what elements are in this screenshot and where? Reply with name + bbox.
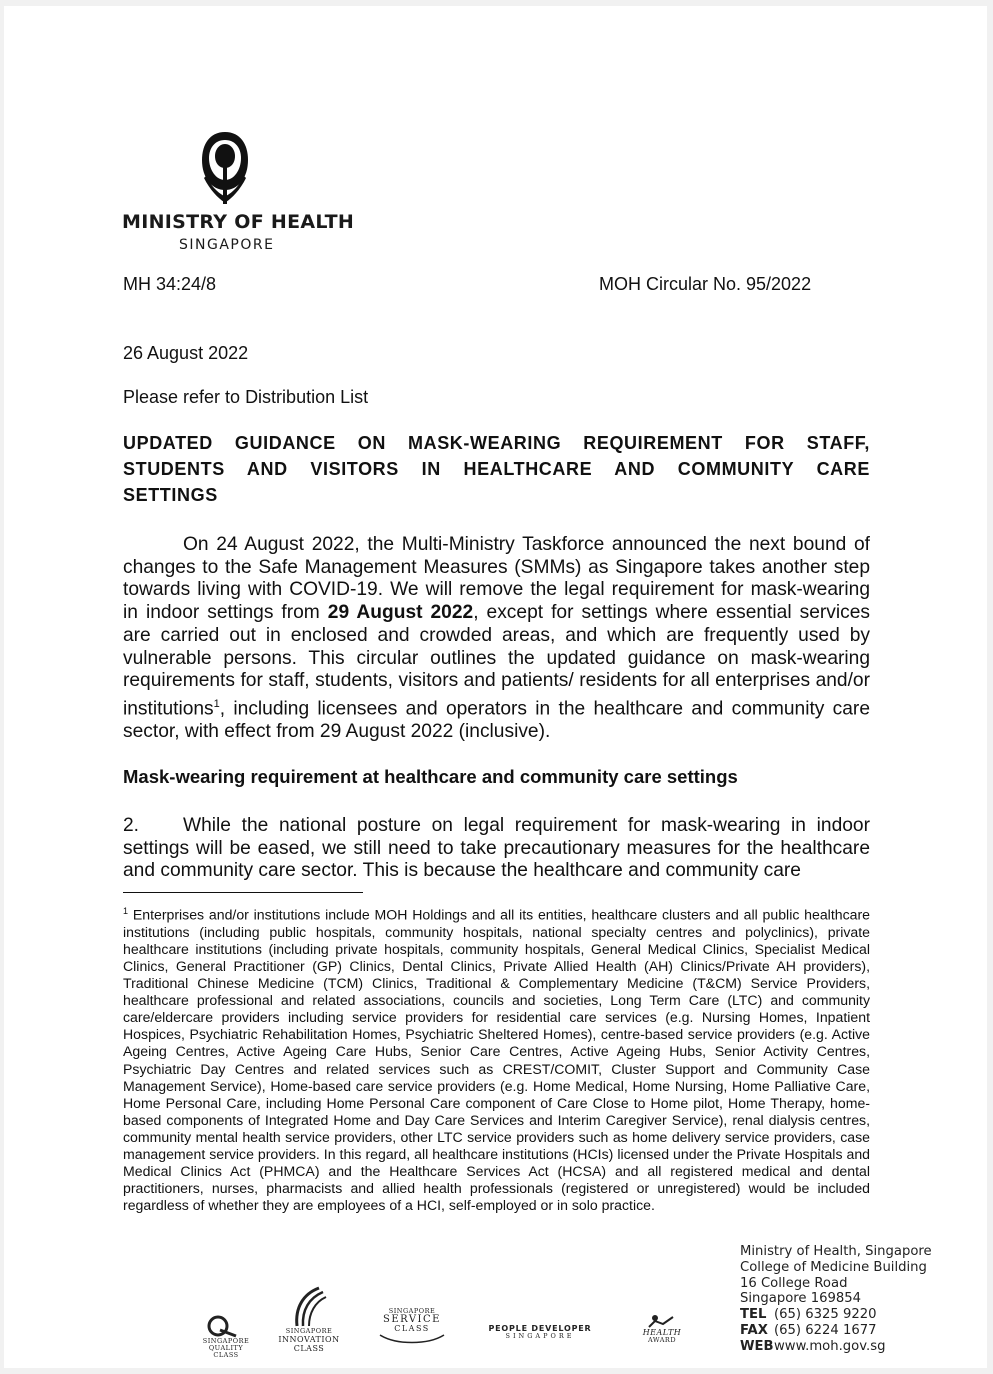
address-tel xyxy=(740,1307,932,1323)
title-line: UPDATED GUIDANCE ON MASK-WEARING REQUIREMENT FOR STAFF, xyxy=(123,433,870,453)
service-class-line3: CLASS xyxy=(394,1324,430,1333)
footer-address xyxy=(740,1244,932,1355)
paragraph-1-bold-date: 29 August 2022 xyxy=(327,602,474,624)
paragraph-1-text-end: , including licensees and operators in the healthcare and community care sector, with effect from 29 August 2022 (inclusive). xyxy=(123,698,870,743)
health-award-line2: AWARD xyxy=(647,1336,677,1344)
people-developer-line2: SINGAPORE xyxy=(505,1332,575,1340)
innovation-class-line3: CLASS xyxy=(293,1344,325,1353)
health-award-figure-icon xyxy=(647,1314,677,1328)
paragraph-2 xyxy=(123,815,870,883)
service-class-line2: SERVICE xyxy=(383,1314,441,1325)
title-line: STUDENTS AND VISITORS IN HEALTHCARE AND COMMUNITY CARE xyxy=(123,459,870,479)
service-class-logo xyxy=(376,1308,448,1345)
tel-value: (65) 6325 9220 xyxy=(774,1307,877,1323)
tel-label: TEL xyxy=(740,1307,767,1323)
address-name: Ministry of Health, Singapore xyxy=(740,1244,932,1259)
health-award-logo xyxy=(632,1314,692,1344)
ministry-country: SINGAPORE xyxy=(179,237,275,253)
health-award-line1: HEALTH xyxy=(642,1328,682,1337)
address-line: Singapore 169854 xyxy=(740,1291,862,1307)
people-developer-logo xyxy=(478,1324,602,1340)
service-class-line1: SINGAPORE xyxy=(388,1307,436,1315)
footnote xyxy=(123,903,870,1214)
footnote-mark: 1 xyxy=(123,906,129,916)
fax-value: (65) 6224 1677 xyxy=(774,1322,877,1338)
quality-class-line2: QUALITY CLASS xyxy=(208,1344,244,1359)
addressee: Please refer to Distribution List xyxy=(123,387,369,407)
web-label: WEB xyxy=(740,1338,774,1354)
innovation-class-line2: INNOVATION xyxy=(278,1335,340,1344)
innovation-class-line1: SINGAPORE xyxy=(285,1327,333,1335)
document-page xyxy=(4,6,987,1368)
innovation-class-icon xyxy=(289,1286,329,1328)
file-reference: MH 34:24/8 xyxy=(123,274,217,294)
paragraph-2-text: While the national posture on legal requirement for mask-wearing in indoor settings will be eased, we still need to take precautionary measures for the healthcare and community care sector. This is because the healthcare and community care xyxy=(123,815,870,882)
service-class-arc-icon xyxy=(376,1333,448,1345)
circular-title xyxy=(123,430,870,508)
quality-class-icon xyxy=(206,1314,246,1338)
paragraph-1-text-cont: , except for settings where essential services are carried out in enclosed and crowded areas, and which are frequently used by vulnerable persons. This circular outlines the updated guidance on mask-wearing requirements for staff, students, visitors and patients/ residents for all enterprises and/or institutions xyxy=(123,602,870,720)
circular-date: 26 August 2022 xyxy=(123,343,249,363)
innovation-class-logo xyxy=(274,1286,344,1353)
fax-label: FAX xyxy=(740,1322,768,1338)
address-fax xyxy=(740,1323,932,1339)
quality-class-logo xyxy=(196,1314,256,1359)
footnote-reference: 1 xyxy=(213,697,220,710)
circular-number: MOH Circular No. 95/2022 xyxy=(599,274,812,294)
quality-class-line1: SINGAPORE xyxy=(202,1337,250,1345)
footnote-text: Enterprises and/or institutions include MOH Holdings and all its entities, healthcare clusters and all public healthcare institutions (including public hospitals, community hospitals, national specialty centres and polyclinics), private healthcare institutions (including private hospitals, community hospitals, General Medical Clinics, Specialist Medical Clinics, General Practitioner (GP) Clinics, Dental Clinics, Private Allied Health (AH) Clinics/Private AH providers), Traditional Chinese Medicine (TCM) Clinics, Traditional & Complementary Medicine (T&CM) Service Providers, healthcare professional and related associations, councils and societies, Long Term Care (LTC) and community care/eldercare providers including service providers for residential care services (e.g. Nursing Homes, Inpatient Hospices, Psychiatric Rehabilitation Homes, Psychiatric Sheltered Homes), centre-based service providers (e.g. Active Ageing Centres, Active Ageing Care Hubs, Senior Care Centres, Active Ageing Hubs, Senior Activity Centres, Psychiatric Day Centres and related services such as CREST/COMIT, Cluster Support and Community Case Management Service), Home-based care service providers (e.g. Home Medical, Home Nursing, Home Palliative Care, Home Personal Care, including Home Personal Care component of Care Close to Home pilot, Home Therapy, home-based components of Integrated Home and Day Care Services and Interim Caregiver Service), renal dialysis centres, community mental health service providers, other LTC service providers such as home delivery service providers, case management service providers. In this regard, all healthcare institutions (HCIs) licensed under the Private Hospitals and Medical Clinics Act (PHMCA) and the Healthcare Services Act (HCSA) and all registered medical and dental practitioners, nurses, pharmacists and allied health professionals (registered or unregistered) would be included regardless of whether they are employees of a HCI, self-employed or in solo practice. xyxy=(123,906,870,1214)
web-value: www.moh.gov.sg xyxy=(774,1338,886,1354)
section-heading: Mask-wearing requirement at healthcare and community care settings xyxy=(123,766,738,787)
paragraph-1-text: On 24 August 2022, the Multi-Ministry Taskforce announced the next bound of changes to the Safe Management Measures (SMMs) as Singapore takes another step towards living with COVID-19. We will remove the legal requirement for mask-wearing in indoor settings from xyxy=(123,534,870,624)
footnote-divider xyxy=(123,892,363,893)
title-line: SETTINGS xyxy=(123,485,218,505)
people-developer-line1: PEOPLE DEVELOPER xyxy=(488,1324,592,1333)
address-web xyxy=(740,1339,932,1355)
address-line: College of Medicine Building xyxy=(740,1259,927,1275)
paragraph-2-number: 2. xyxy=(123,815,140,836)
paragraph-1 xyxy=(123,534,870,744)
moh-logo-icon xyxy=(200,130,250,206)
ministry-name: MINISTRY OF HEALTH xyxy=(122,211,355,233)
address-line: 16 College Road xyxy=(740,1275,848,1291)
